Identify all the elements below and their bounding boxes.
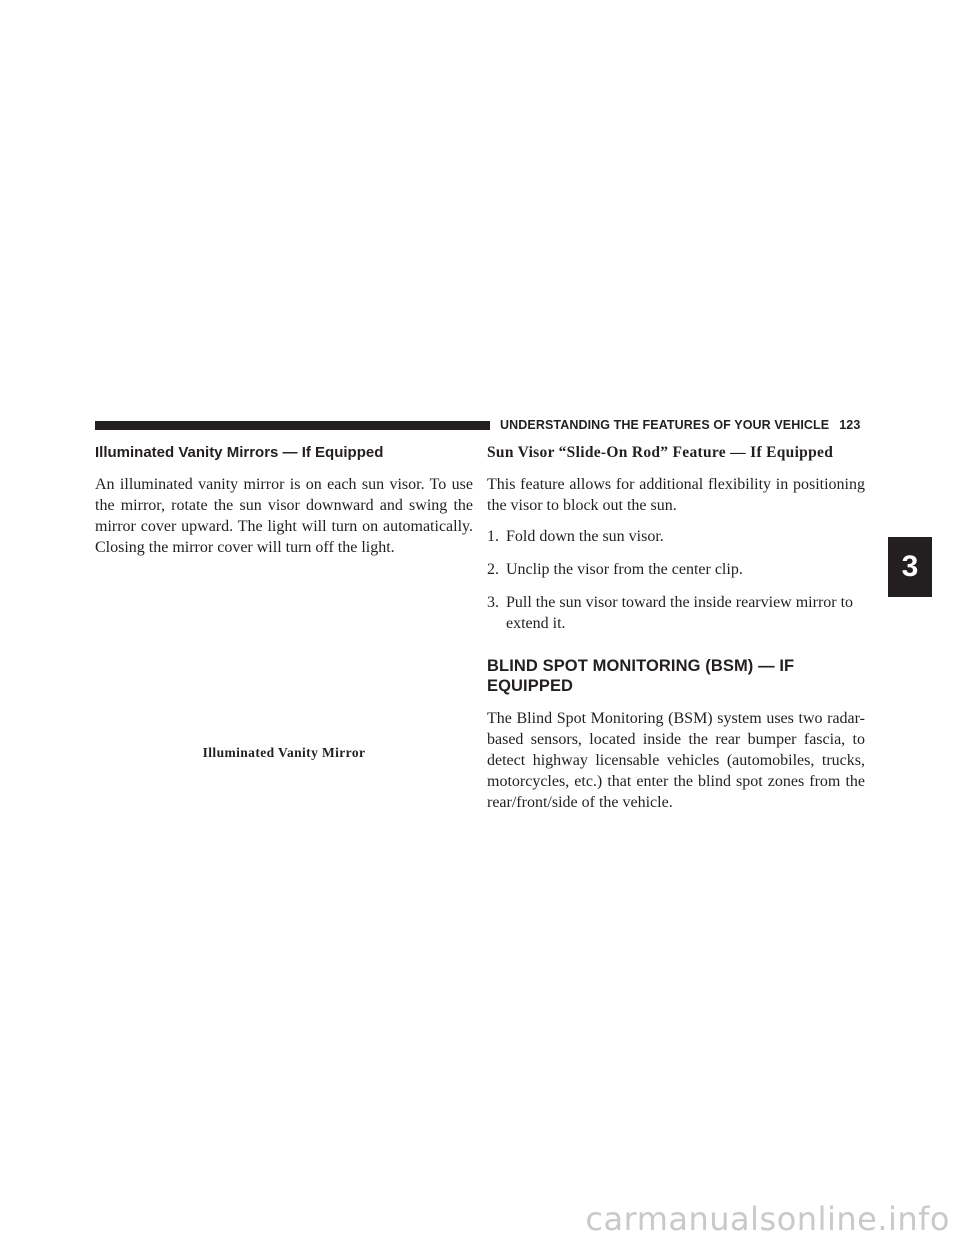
- step-text: Unclip the visor from the center clip.: [506, 561, 743, 578]
- vanity-mirror-figure: [95, 560, 473, 738]
- watermark: carmanualsonline.info: [585, 1200, 950, 1238]
- step-number: 1.: [487, 528, 499, 545]
- sun-visor-paragraph: This feature allows for additional flexibility in positioning the visor to block out the sun.: [487, 476, 865, 514]
- page-number: 123: [839, 418, 861, 432]
- step-text: Fold down the sun visor.: [506, 528, 664, 545]
- figure-caption: Illuminated Vanity Mirror: [202, 745, 366, 760]
- vanity-mirrors-paragraph: An illuminated vanity mirror is on each sun visor. To use the mirror, rotate the sun visor downward and swing the mirror cover upward. The light will turn on automatically. Closing the mirror cover will turn off the light.: [95, 476, 473, 556]
- running-header: [500, 418, 860, 432]
- step-item: [487, 526, 865, 547]
- vanity-mirrors-heading: Illuminated Vanity Mirrors — If Equipped: [95, 444, 384, 461]
- right-column: [487, 444, 865, 823]
- section-title: UNDERSTANDING THE FEATURES OF YOUR VEHICLE: [500, 418, 830, 432]
- step-text: Pull the sun visor toward the inside rearview mirror to extend it.: [506, 594, 854, 632]
- sun-visor-heading: Sun Visor “Slide-On Rod” Feature — If Equipped: [487, 444, 834, 461]
- bsm-paragraph: The Blind Spot Monitoring (BSM) system uses two radar-based sensors, located inside the rear bumper fascia, to detect highway licensable vehicles (automobiles, trucks, motorcycles, etc.) that enter the blind spot zones from the rear/front/side of the vehicle.: [487, 710, 865, 811]
- sun-visor-steps: [487, 526, 865, 634]
- left-column: [95, 444, 473, 568]
- step-item: [487, 592, 865, 634]
- header-rule: [95, 421, 490, 430]
- chapter-tab: 3: [888, 537, 932, 597]
- step-number: 2.: [487, 561, 499, 578]
- bsm-heading: BLIND SPOT MONITORING (BSM) — IF EQUIPPED: [487, 657, 795, 695]
- step-item: [487, 559, 865, 580]
- step-number: 3.: [487, 594, 499, 611]
